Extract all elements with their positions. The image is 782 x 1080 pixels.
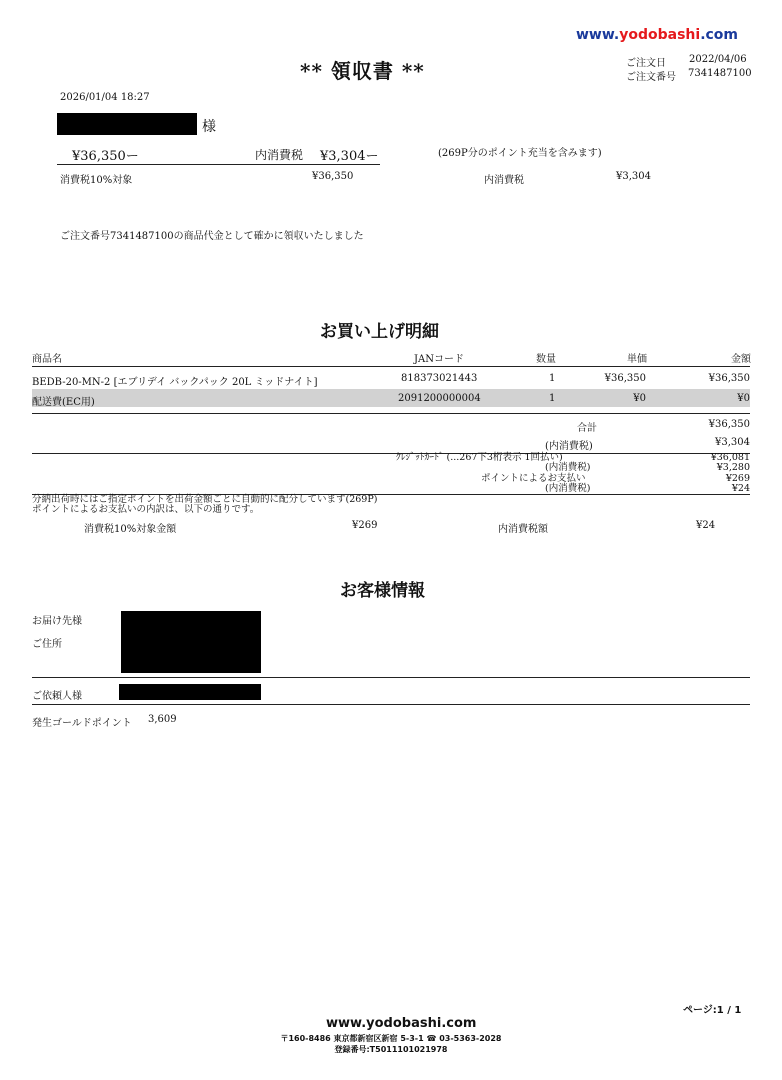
row-2-qty: 1 xyxy=(549,393,556,404)
tax-label: 内消費税 xyxy=(484,175,524,186)
payment-points-tax-label: (内消費税) xyxy=(545,483,591,494)
footer-registration: 登録番号:T5011101021978 xyxy=(334,1045,448,1054)
ship-to-label: お届け先様 xyxy=(32,616,82,627)
payment-card-tax-amount: ¥3,280 xyxy=(716,462,750,473)
tax10-label: 消費税10%対象 xyxy=(60,175,133,186)
row-1-unit: ¥36,350 xyxy=(604,373,646,384)
total-amount: ¥36,350 xyxy=(708,419,750,430)
requester-rule xyxy=(32,704,750,705)
column-jan: JANコード xyxy=(414,354,464,365)
issue-datetime: 2026/01/04 18:27 xyxy=(60,92,150,103)
tax-amount: ¥3,304 xyxy=(616,171,651,182)
yodobashi-logo-top: www.yodobashi.com xyxy=(576,27,739,43)
column-qty: 数量 xyxy=(536,354,556,365)
payment-card-amount: ¥36,081 xyxy=(710,452,750,463)
requester-label: ご依頼人様 xyxy=(32,691,82,702)
address-rule xyxy=(32,677,750,678)
row-1-qty: 1 xyxy=(549,373,556,384)
points-tax-label: 内消費税額 xyxy=(498,524,548,535)
payment-points-amount: ¥269 xyxy=(725,473,750,484)
payment-card-tax-label: (内消費税) xyxy=(545,462,591,473)
order-date-label: ご注文日 xyxy=(626,58,666,69)
row-2-amount: ¥0 xyxy=(737,393,750,404)
gold-points-value: 3,609 xyxy=(148,714,177,725)
tax10-amount: ¥36,350 xyxy=(312,171,354,182)
redacted-requester xyxy=(119,684,261,700)
footer-address: 〒160-8486 東京都新宿区新宿 5-3-1 ☎ 03-5363-2028 xyxy=(280,1034,502,1043)
yodobashi-logo-bottom: www.yodobashi.com xyxy=(326,1016,477,1031)
row-2-jan: 2091200000004 xyxy=(398,393,481,404)
payment-card-label: ｸﾚｼﾞｯﾄｶｰﾄﾞ (...267下3桁表示 1回払い) xyxy=(396,452,563,463)
row-1-name: BEDB-20-MN-2 [エブリデイ バックパック 20L ミッドナイト] xyxy=(32,377,318,388)
total-label: 合計 xyxy=(577,423,597,434)
payment-points-tax-amount: ¥24 xyxy=(731,483,750,494)
details-title: お買い上げ明細 xyxy=(320,322,439,342)
receipt-amount: ¥36,350ー xyxy=(72,149,139,164)
points-tax10-amount: ¥269 xyxy=(352,520,378,531)
payment-points-label: ポイントによるお支払い xyxy=(481,473,586,484)
order-number-label: ご注文番号 xyxy=(626,72,676,83)
column-unit-price: 単価 xyxy=(627,354,647,365)
total-tax-label: (内消費税) xyxy=(545,441,593,452)
customer-title: お客様情報 xyxy=(340,581,425,601)
order-number: 7341487100 xyxy=(688,68,752,79)
honorific: 様 xyxy=(202,119,216,135)
points-tax10-label: 消費税10%対象金額 xyxy=(84,524,177,535)
inner-tax-label: 内消費税 xyxy=(255,148,304,162)
total-tax-amount: ¥3,304 xyxy=(715,437,750,448)
points-allocation-note: 分納出荷時にはご指定ポイントを出荷金額ごとに自動的に配分しています(269P) xyxy=(32,494,378,505)
page-indicator: ページ:1 / 1 xyxy=(683,1005,742,1016)
rows-rule xyxy=(32,413,750,414)
points-tax-amount: ¥24 xyxy=(696,520,716,531)
header-rule xyxy=(32,366,750,367)
inner-tax-amount: ¥3,304ー xyxy=(320,149,379,164)
order-date: 2022/04/06 xyxy=(689,54,747,65)
row-1-jan: 818373021443 xyxy=(401,373,478,384)
row-1-amount: ¥36,350 xyxy=(708,373,750,384)
row-2-name: 配送費(EC用) xyxy=(32,397,95,408)
redacted-address xyxy=(121,611,261,673)
points-note: (269P分のポイント充当を含みます) xyxy=(438,148,602,159)
gold-points-label: 発生ゴールドポイント xyxy=(32,718,132,729)
document-title: ** 領収書 ** xyxy=(300,59,425,83)
totals-rule xyxy=(32,453,750,454)
redacted-recipient-name xyxy=(57,113,197,135)
column-amount: 金額 xyxy=(731,354,751,365)
receipt-statement: ご注文番号7341487100の商品代金として確かに領収いたしました xyxy=(60,231,364,242)
points-breakdown-note: ポイントによるお支払いの内訳は、以下の通りです。 xyxy=(32,504,260,515)
amount-underline xyxy=(57,164,380,165)
row-2-unit: ¥0 xyxy=(633,393,646,404)
column-product-name: 商品名 xyxy=(32,354,62,365)
address-label: ご住所 xyxy=(32,639,62,650)
